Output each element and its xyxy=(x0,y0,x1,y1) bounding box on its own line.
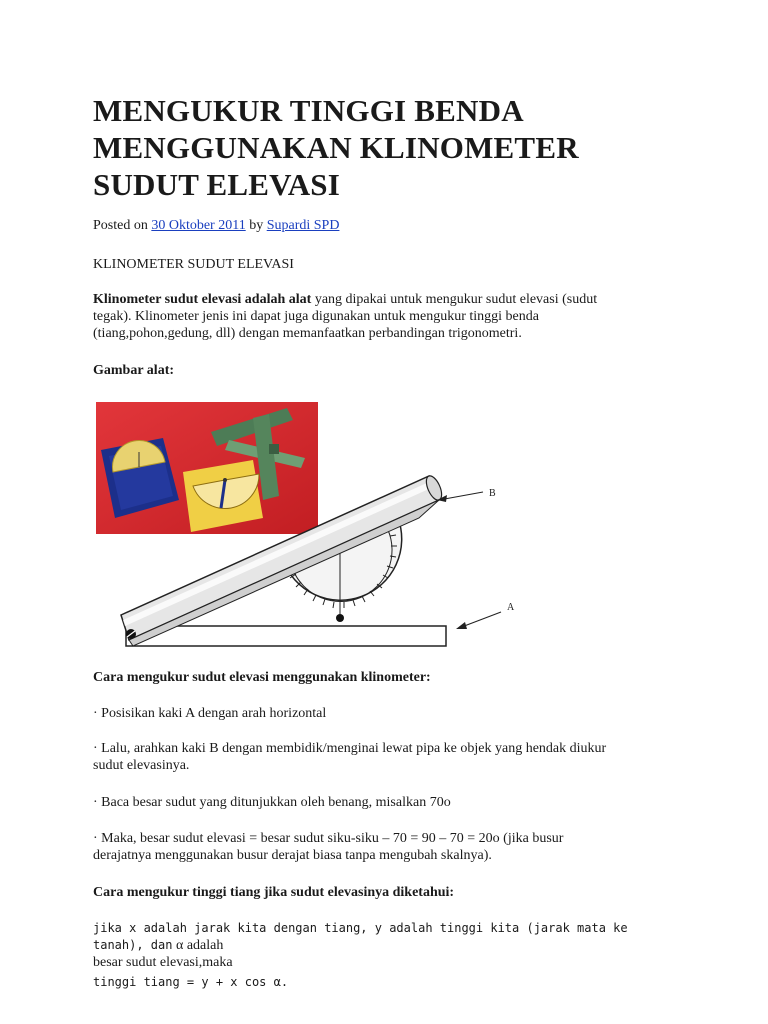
intro-line2: tegak). Klinometer jenis ini dapat juga digunakan untuk mengukur tinggi benda xyxy=(93,309,539,324)
label-b: B xyxy=(489,488,496,499)
author-link[interactable]: Supardi SPD xyxy=(266,218,340,233)
cara1-step4-line2: derajatnya menggunakan busur derajat biasa tanpa mengubah skalnya). xyxy=(93,848,492,863)
post-meta xyxy=(93,218,339,234)
formula: tinggi tiang = y + x cos α. xyxy=(93,975,289,989)
cara1-step2 xyxy=(93,740,673,774)
intro-line1: yang dipakai untuk mengukur sudut elevasi (sudut xyxy=(314,292,598,307)
posted-on-label: Posted on xyxy=(93,218,148,233)
cara1-step2-line1: · Lalu, arahkan kaki B dengan membidik/menginai lewat pipa ke objek yang hendak diukur xyxy=(93,741,607,756)
cara2-line2: besar sudut elevasi,maka xyxy=(93,955,233,970)
cara1-heading: Cara mengukur sudut elevasi menggunakan klinometer: xyxy=(93,670,431,685)
clinometer-figure xyxy=(93,400,683,660)
cara2-line1b: α adalah xyxy=(175,938,224,953)
cara1-step1: · Posisikan kaki A dengan arah horizontal xyxy=(93,706,327,721)
cara2-line1a: jika x adalah jarak kita dengan tiang, y adalah tinggi kita (jarak mata ke tanah), dan xyxy=(93,921,628,952)
cara2-paragraph xyxy=(93,920,673,971)
clinometer-photo xyxy=(96,402,318,534)
label-a: A xyxy=(507,602,515,613)
section-heading-klinometer: KLINOMETER SUDUT ELEVASI xyxy=(93,257,294,272)
by-label: by xyxy=(249,218,264,233)
cara1-step2-line2: sudut elevasinya. xyxy=(93,758,190,773)
cara1-step4-line1: · Maka, besar sudut elevasi = besar sudut siku-siku – 70 = 90 – 70 = 20o (jika busur xyxy=(93,831,564,846)
cara2-heading: Cara mengukur tinggi tiang jika sudut elevasinya diketahui: xyxy=(93,885,455,900)
intro-line3: (tiang,pohon,gedung, dll) dengan memanfaatkan perbandingan trigonometri. xyxy=(93,326,522,341)
gambar-label: Gambar alat: xyxy=(93,363,175,378)
intro-bold: Klinometer sudut elevasi adalah alat xyxy=(93,292,312,307)
date-link[interactable]: 30 Oktober 2011 xyxy=(151,218,246,233)
page-title: MENGUKUR TINGGI BENDA MENGGUNAKAN KLINOMETER SUDUT ELEVASI xyxy=(93,93,579,202)
intro-paragraph xyxy=(93,291,673,342)
cara1-step4 xyxy=(93,830,673,864)
cara1-step3: · Baca besar sudut yang ditunjukkan oleh benang, misalkan 70o xyxy=(93,795,451,810)
